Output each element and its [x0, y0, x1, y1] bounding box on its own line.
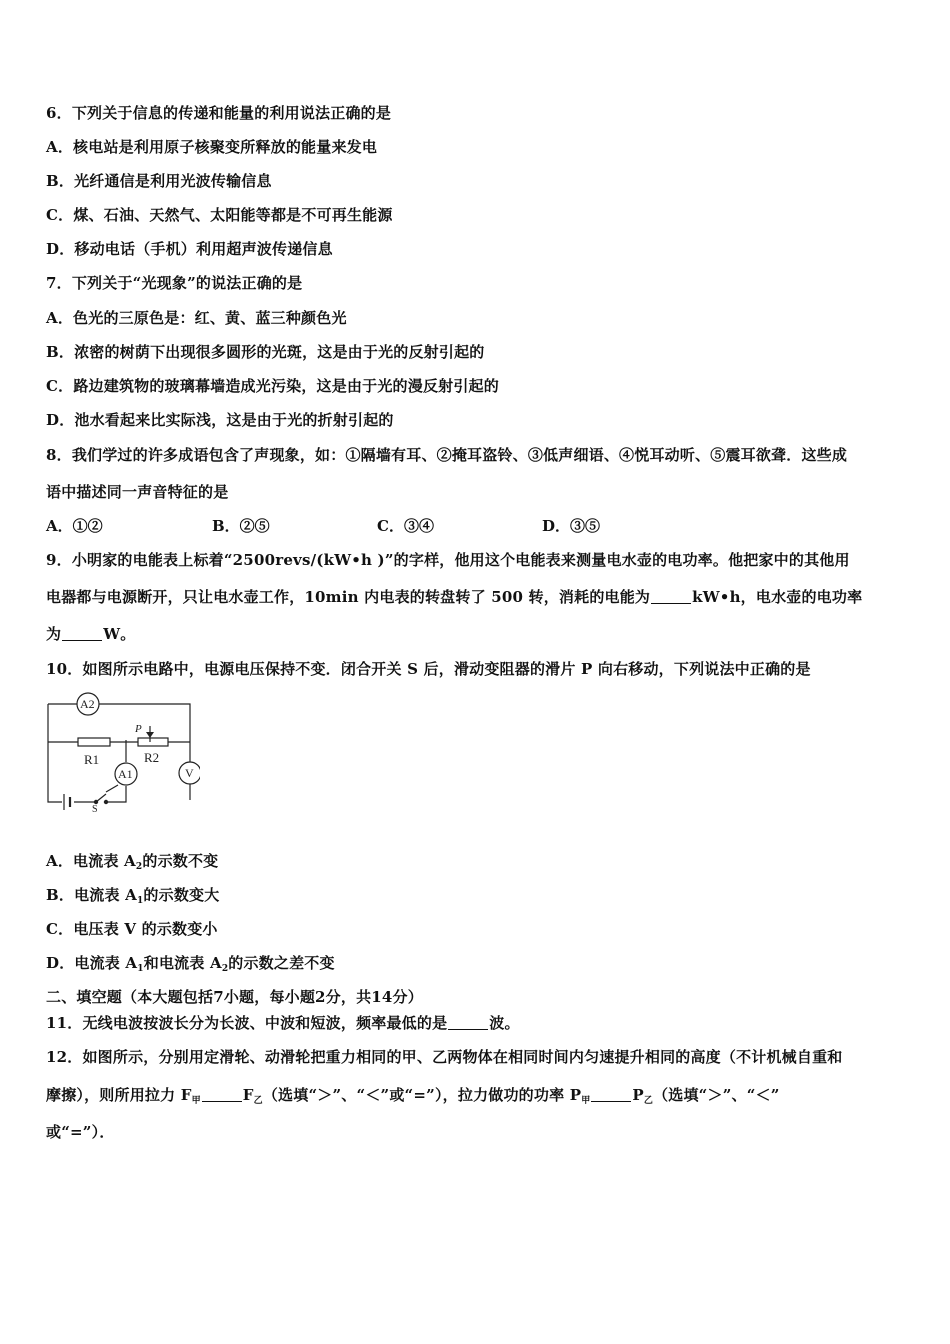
q12-text-e: （选填“＞”、“＜”	[653, 1086, 780, 1104]
q10-option-b-rest: 的示数变大	[143, 886, 220, 904]
q7-option-d: D．池水看起来比实际浅，这是由于光的折射引起的	[46, 411, 394, 429]
q10-stem: 10．如图所示电路中，电源电压保持不变．闭合开关 S 后，滑动变阻器的滑片 P 向右移动，下列说法中正确的是	[46, 660, 811, 678]
q9-power-blank[interactable]	[62, 626, 102, 641]
q12-sub-yi-1: 乙	[253, 1096, 263, 1106]
q6-option-d: D．移动电话（手机）利用超声波传递信息	[46, 240, 333, 258]
q11-text: 11．无线电波按波长分为长波、中波和短波，频率最低的是	[46, 1014, 448, 1032]
q12-text-d: P	[632, 1086, 644, 1104]
resistor-r1	[78, 738, 110, 746]
q8-option-d: D．③⑤	[542, 517, 601, 535]
q7-option-b: B．浓密的树荫下出现很多圆形的光斑，这是由于光的反射引起的	[46, 343, 485, 361]
q11-blank[interactable]	[448, 1015, 488, 1030]
q8-option-a: A．①②	[46, 517, 103, 535]
q12-sub-yi-2: 乙	[643, 1096, 654, 1106]
q11	[46, 1012, 520, 1033]
q6-option-b: B．光纤通信是利用光波传输信息	[46, 172, 272, 190]
q9-energy-blank[interactable]	[651, 589, 691, 604]
q6-stem: 6．下列关于信息的传递和能量的利用说法正确的是	[46, 104, 392, 122]
q12-power-blank[interactable]	[591, 1087, 631, 1102]
q8-option-c: C．③④	[377, 517, 434, 535]
q10-option-b-sub: 1	[136, 896, 144, 906]
q12-text-b: F	[242, 1086, 254, 1104]
q10-option-d-sub1: 1	[137, 964, 144, 974]
q8-stem-line1: 8．我们学过的许多成语包含了声现象，如：①隔墙有耳、②掩耳盗铃、③低声细语、④悦耳动听、⑤震耳欲聋．这些成	[46, 446, 848, 464]
q8-option-b: B．②⑤	[212, 517, 270, 535]
label-a2: A2	[80, 697, 95, 711]
q10-option-d-mid: 和电流表 A	[143, 954, 222, 972]
q9-line2	[46, 586, 862, 607]
label-r1: R1	[84, 752, 100, 767]
q10-option-a	[46, 850, 218, 872]
q7-option-c: C．路边建筑物的玻璃幕墙造成光污染，这是由于光的漫反射引起的	[46, 377, 499, 395]
q10-option-a-text: A．电流表 A	[46, 852, 136, 870]
q10-option-d-sub2: 2	[221, 964, 229, 974]
q9-line2-text-b: kW•h，电水壶的电功率	[692, 588, 863, 606]
q12-line3: 或“=”）．	[46, 1123, 115, 1141]
circuit-diagram	[40, 692, 200, 817]
q7-option-a: A．色光的三原色是：红、黄、蓝三种颜色光	[46, 309, 347, 327]
q10-option-d	[46, 952, 335, 974]
q10-option-d-text: D．电流表 A	[46, 954, 138, 972]
q10-option-a-rest: 的示数不变	[142, 852, 219, 870]
q9-line1: 9．小明家的电能表上标着“2500revs/(kW•h )”的字样，他用这个电能表来测量电水壶的电功率。他把家中的其他用	[46, 551, 850, 569]
label-s: S	[92, 804, 98, 815]
resistor-r2	[138, 738, 168, 746]
q12-text-c: （选填“＞”、“＜”或“=”），拉力做功的功率 P	[262, 1086, 582, 1104]
q12-force-blank[interactable]	[202, 1087, 242, 1102]
q9-line3	[46, 623, 135, 644]
label-a1: A1	[118, 767, 133, 781]
q10-option-c: C．电压表 V 的示数变小	[46, 920, 218, 938]
q9-line3-text-b: W。	[103, 625, 136, 643]
q12-sub-jia-2: 甲	[581, 1096, 591, 1106]
q10-option-b-text: B．电流表 A	[46, 886, 137, 904]
q12-line2	[46, 1084, 780, 1106]
q6-option-a: A．核电站是利用原子核聚变所释放的能量来发电	[46, 138, 378, 156]
q9-line2-text-a: 电器都与电源断开，只让电水壶工作，10min 内电表的转盘转了 500 转，消耗的电能为	[46, 588, 651, 606]
label-p: P	[135, 723, 142, 735]
q8-stem-line2: 语中描述同一声音特征的是	[46, 483, 229, 501]
q12-text-a: 摩擦），则所用拉力 F	[46, 1086, 192, 1104]
q11-text-end: 波。	[489, 1014, 520, 1032]
q6-option-c: C．煤、石油、天然气、太阳能等都是不可再生能源	[46, 206, 393, 224]
q7-stem: 7．下列关于“光现象”的说法正确的是	[46, 274, 303, 292]
section-2-heading: 二、填空题（本大题包括7小题，每小题2分，共14分）	[46, 988, 423, 1006]
q10-option-d-rest: 的示数之差不变	[228, 954, 335, 972]
label-v: V	[185, 766, 194, 780]
label-r2: R2	[144, 750, 160, 765]
q10-option-a-sub: 2	[135, 862, 143, 872]
q9-line3-text-a: 为	[46, 625, 62, 643]
q10-option-b	[46, 884, 219, 906]
q12-sub-jia-1: 甲	[191, 1096, 201, 1106]
q12-line1: 12．如图所示，分别用定滑轮、动滑轮把重力相同的甲、乙两物体在相同时间内匀速提升相同的高度（不计机械自重和	[46, 1048, 843, 1066]
